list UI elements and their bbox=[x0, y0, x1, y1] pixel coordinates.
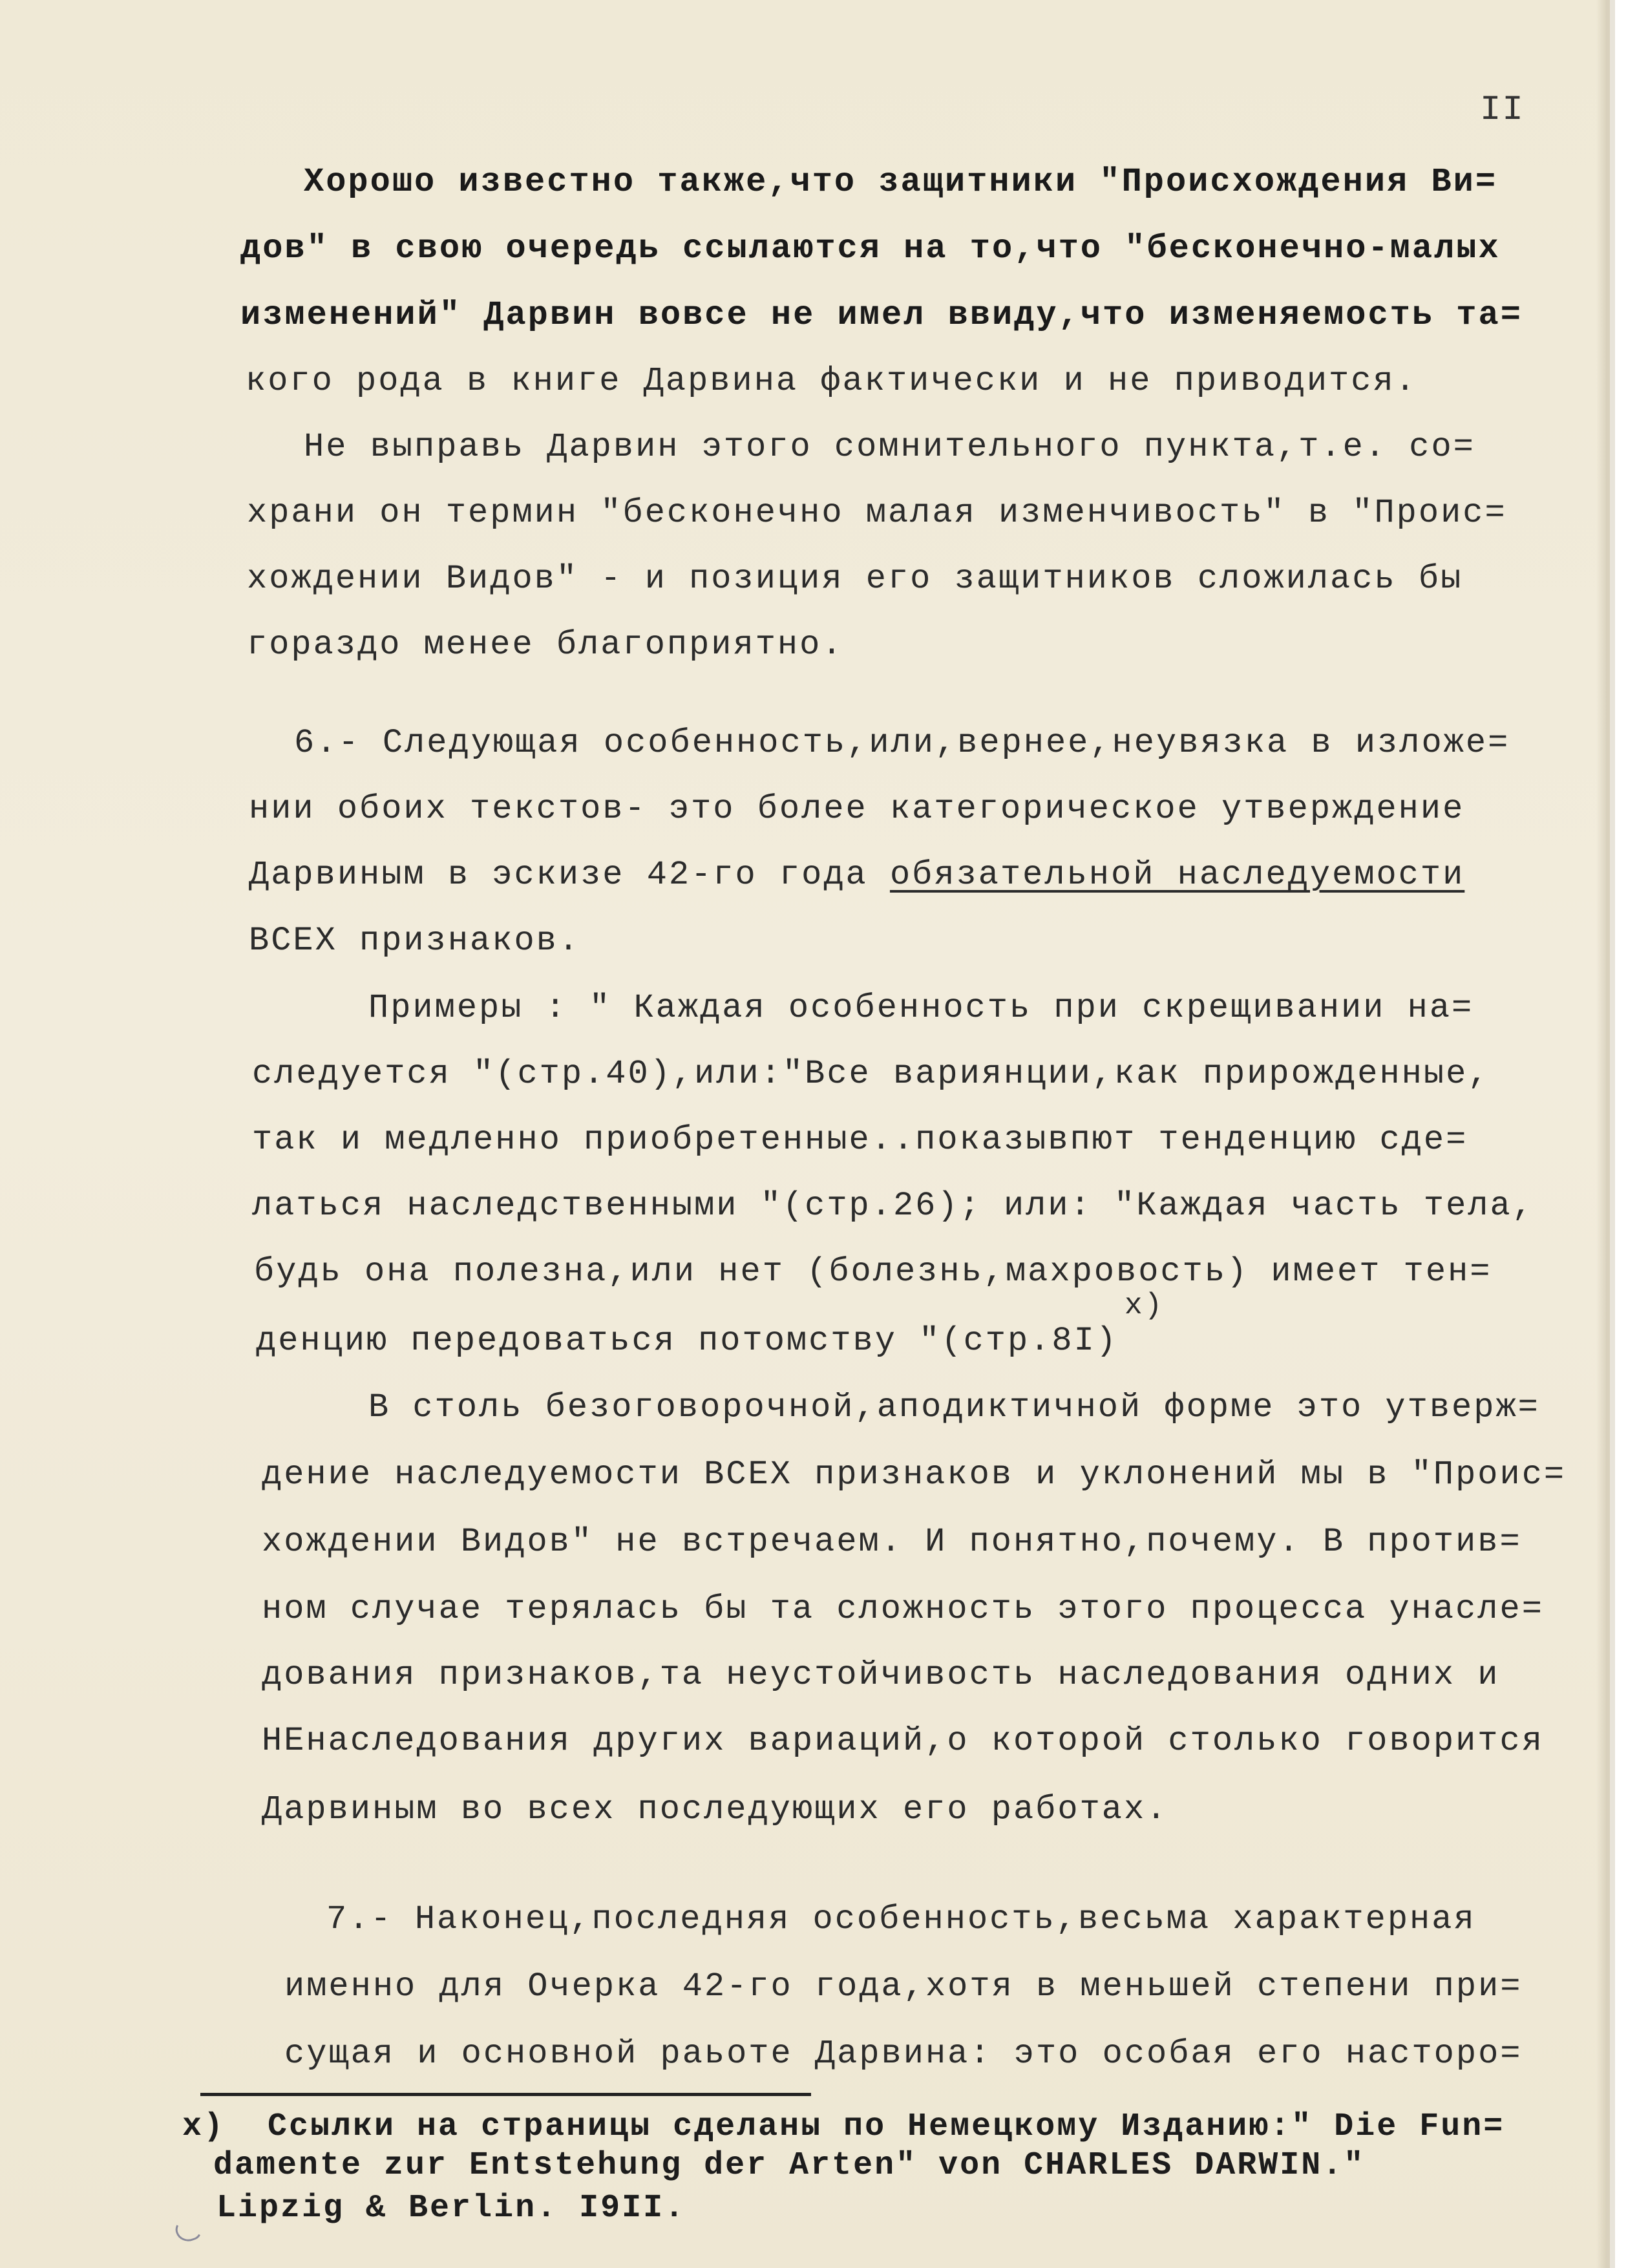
text-line: сущая и основной раьоте Дарвина: это особая его насторо= bbox=[284, 2035, 1523, 2073]
footnote-line: x) Ссылки на страницы сделаны по Немецкому Изданию:" Die Fun= bbox=[182, 2108, 1505, 2145]
text-line: дение наследуемости ВСЕХ признаков и уклонений мы в "Проис= bbox=[262, 1456, 1567, 1494]
text-line: гораздо менее благоприятно. bbox=[247, 626, 844, 664]
text-line: Хорошо известно также,что защитники "Происхождения Ви= bbox=[304, 163, 1498, 201]
text-line: 6.- Следующая особенность,или,вернее,неувязка в изложе= bbox=[294, 724, 1510, 762]
text-line: дования признаков,та неустойчивость наследования одних и bbox=[262, 1656, 1500, 1694]
text-line: храни он термин "бесконечно малая изменчивость" в "Проис= bbox=[247, 494, 1507, 532]
text-line: ВСЕХ признаков. bbox=[249, 922, 581, 960]
text-segment: Дарвиным в эскизе 42-го года bbox=[249, 856, 890, 894]
text-line: Не выправь Дарвин этого сомнительного пункта,т.е. со= bbox=[304, 428, 1475, 466]
footnote-line: Lipzig & Berlin. I9II. bbox=[217, 2190, 686, 2227]
text-line: хождении Видов" - и позиция его защитников сложилась бы bbox=[247, 560, 1463, 598]
text-line: следуется "(стр.40),или:"Все вариянции,как прирожденные, bbox=[252, 1055, 1490, 1093]
text-line: кого рода в книге Дарвина фактически и не приводится. bbox=[246, 362, 1417, 400]
text-line: хождении Видов" не встречаем. И понятно,почему. В против= bbox=[262, 1523, 1522, 1561]
underlined-phrase: обязательной наследуемости bbox=[889, 856, 1465, 894]
text-line: В столь безоговорочной,аподиктичной форме это утверж= bbox=[368, 1388, 1540, 1426]
text-line: дов" в свою очередь ссылаются на то,что "бесконечно-малых bbox=[240, 229, 1501, 268]
text-line bbox=[249, 856, 1464, 895]
text-line: НЕнаследования других вариаций,о которой столько говорится bbox=[262, 1722, 1544, 1760]
page-edge-shadow bbox=[1596, 0, 1606, 2268]
text-line: нии обоих текстов- это более категорическое утверждение bbox=[249, 790, 1465, 828]
text-line: так и медленно приобретенные..показывпют тенденцию сде= bbox=[252, 1121, 1468, 1159]
pencil-mark bbox=[173, 2215, 204, 2245]
text-line: ном случае терялась бы та сложность этого процесса унасле= bbox=[262, 1590, 1544, 1628]
page-number: II bbox=[1480, 90, 1525, 130]
footnote-rule bbox=[200, 2093, 811, 2096]
text-line: 7.- Наконец,последняя особенность,весьма характерная bbox=[326, 1900, 1476, 1938]
footnote-line: damente zur Entstehung der Arten" von CHARLES DARWIN." bbox=[213, 2147, 1366, 2184]
text-line: именно для Очерка 42-го года,хотя в меньшей степени при= bbox=[284, 1967, 1523, 2006]
footnote-reference: x) bbox=[1125, 1289, 1165, 1322]
text-line: денцию передоваться потомству "(стр.8I) bbox=[256, 1322, 1118, 1360]
text-line: будь она полезна,или нет (болезнь,махровость) имеет тен= bbox=[254, 1253, 1492, 1291]
text-line: изменений" Дарвин вовсе не имел ввиду,что изменяемость та= bbox=[240, 296, 1523, 334]
text-line: Дарвиным во всех последующих его работах. bbox=[262, 1790, 1168, 1828]
text-line: Примеры : " Каждая особенность при скрещивании на= bbox=[368, 989, 1474, 1027]
text-line: латься наследственными "(стр.26); или: "Каждая часть тела, bbox=[252, 1187, 1534, 1225]
